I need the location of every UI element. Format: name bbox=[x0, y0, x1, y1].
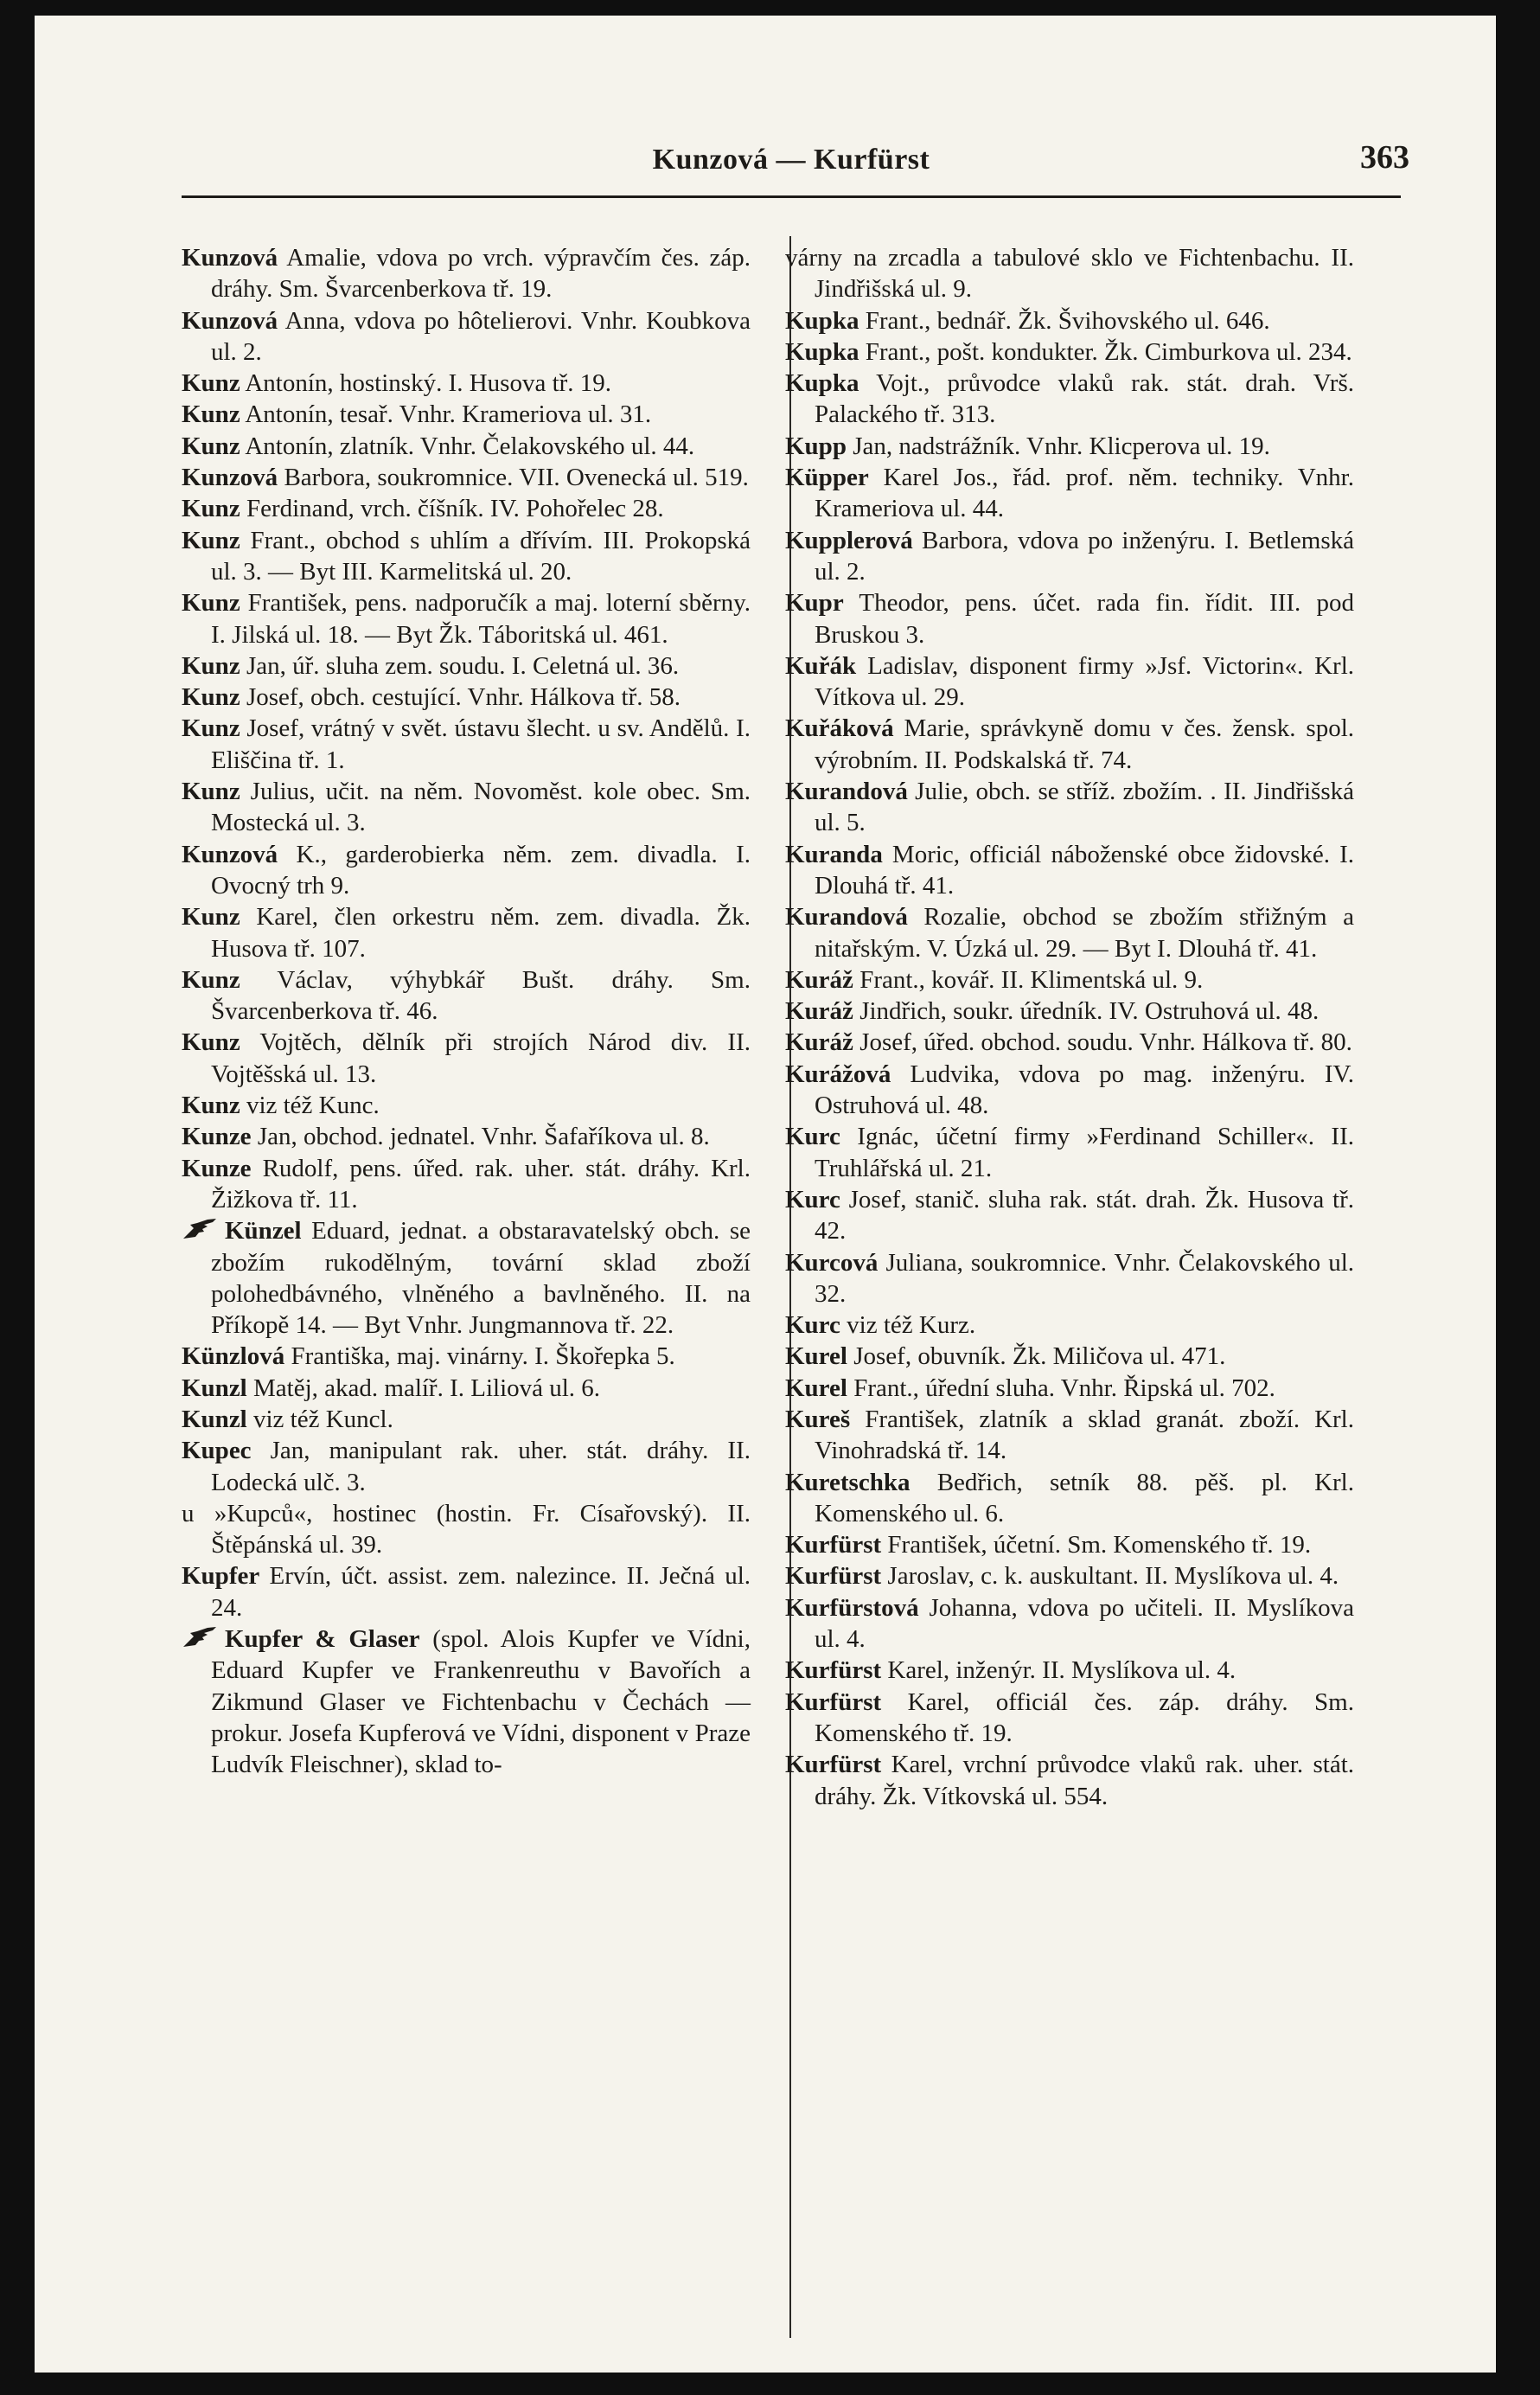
entry-details: Jaroslav, c. k. auskultant. II. Myslíkova ul. 4. bbox=[881, 1562, 1339, 1591]
entry-details: Julie, obch. se stříž. zbožím. . II. Jindřišská ul. 5. bbox=[815, 778, 1354, 837]
entry-details: Josef, vrátný v svět. ústavu šlecht. u sv. Andělů. I. Eliščina tř. 1. bbox=[211, 714, 751, 774]
entry-details: Rozalie, obchod se zbožím střižným a nitařským. V. Úzká ul. 29. — Byt I. Dlouhá tř. 41. bbox=[815, 903, 1354, 963]
directory-entry bbox=[785, 1687, 1354, 1750]
entry-details: Václav, výhybkář Bušt. dráhy. Sm. Švarcenberkova tř. 46. bbox=[211, 965, 751, 1026]
entry-details: Jindřich, soukr. úředník. IV. Ostruhová ul. 48. bbox=[853, 997, 1320, 1026]
entry-details: Amalie, vdova po vrch. výpravčím čes. záp. dráhy. Sm. Švarcenberkova tř. 19. bbox=[211, 244, 751, 304]
entry-name: Kurfürst bbox=[785, 1656, 882, 1685]
entry-name: Kurc bbox=[785, 1123, 840, 1151]
entry-details: Moric, officiál náboženské obce židovské. I. Dlouhá tř. 41. bbox=[815, 840, 1354, 900]
entry-name: Kunze bbox=[182, 1123, 252, 1151]
entry-name: Kupfer bbox=[182, 1562, 260, 1591]
entry-name: Kupr bbox=[785, 589, 844, 618]
entry-details: viz též Kuncl. bbox=[246, 1405, 393, 1433]
directory-entry bbox=[785, 996, 1354, 1027]
directory-entry bbox=[182, 1435, 751, 1498]
entry-name: Kurc bbox=[785, 1185, 840, 1214]
entry-name: Küpper bbox=[785, 464, 869, 492]
entry-details: Bedřich, setník 88. pěš. pl. Krl. Komenského ul. 6. bbox=[815, 1468, 1354, 1527]
entry-name: Kunz bbox=[182, 683, 240, 712]
entry-name: Kunz bbox=[182, 714, 240, 743]
directory-entry bbox=[182, 1121, 751, 1152]
directory-entry bbox=[182, 525, 751, 588]
entry-name: Kurandová bbox=[785, 903, 908, 932]
entry-details: Frant., obchod s uhlím a dřívím. III. Prokopská ul. 3. — Byt III. Karmelitská ul. 20. bbox=[211, 526, 751, 586]
entry-name: Kurfürst bbox=[785, 1562, 882, 1591]
directory-entry bbox=[182, 587, 751, 650]
directory-entry bbox=[785, 1310, 1354, 1341]
entry-details: Ludvika, vdova po mag. inženýru. IV. Ostruhová ul. 48. bbox=[815, 1060, 1354, 1120]
entry-details: viz též Kurz. bbox=[840, 1311, 976, 1340]
entry-name: Kupp bbox=[785, 432, 847, 460]
entry-details: Josef, obuvník. Žk. Miličova ul. 471. bbox=[847, 1342, 1226, 1371]
directory-entry bbox=[785, 650, 1354, 714]
directory-entry bbox=[785, 1749, 1354, 1812]
directory-entry bbox=[785, 1529, 1354, 1560]
entry-details: Frant., kovář. II. Klimentská ul. 9. bbox=[853, 965, 1204, 994]
entry-details: u »Kupců«, hostinec (hostin. Fr. Císařovský). II. Štěpánská ul. 39. bbox=[182, 1499, 751, 1559]
directory-entry bbox=[785, 431, 1354, 462]
entry-details: František, pens. nadporučík a maj. loterní sběrny. I. Jilská ul. 18. — Byt Žk. Táboritská ul. 461. bbox=[211, 589, 751, 649]
entry-details: Frant., bednář. Žk. Švihovského ul. 646. bbox=[859, 306, 1270, 335]
directory-entry bbox=[785, 336, 1354, 368]
directory-entry bbox=[785, 839, 1354, 902]
entry-name: Kunz bbox=[182, 903, 240, 932]
entry-name: Kuráž bbox=[785, 997, 853, 1026]
entry-details: Juliana, soukromnice. Vnhr. Čelakovského ul. 32. bbox=[815, 1248, 1354, 1308]
entry-name: Kuráž bbox=[785, 965, 853, 994]
entry-details: František, zlatník a sklad granát. zboží. Krl. Vinohradská tř. 14. bbox=[815, 1405, 1354, 1465]
directory-entry bbox=[182, 305, 751, 368]
directory-entry bbox=[182, 839, 751, 902]
entry-details: Julius, učit. na něm. Novoměst. kole obec. Sm. Mostecká ul. 3. bbox=[211, 778, 751, 837]
directory-entry bbox=[785, 1184, 1354, 1247]
entry-name: Kupka bbox=[785, 337, 859, 366]
entry-details: Karel Jos., řád. prof. něm. techniky. Vnhr. Krameriova ul. 44. bbox=[815, 464, 1354, 523]
entry-details: Ervín, účt. assist. zem. nalezince. II. Ječná ul. 24. bbox=[211, 1562, 751, 1622]
directory-entry bbox=[182, 1027, 751, 1090]
entry-name: Kupplerová bbox=[785, 526, 913, 554]
entry-name: Kurel bbox=[785, 1342, 847, 1371]
directory-entry bbox=[182, 368, 751, 399]
directory-entry bbox=[182, 1153, 751, 1216]
directory-entry bbox=[182, 776, 751, 839]
directory-entry bbox=[785, 1247, 1354, 1310]
entry-details: Ferdinand, vrch. číšník. IV. Pohořelec 28. bbox=[240, 495, 664, 523]
page-number: 363 bbox=[1360, 139, 1409, 176]
entry-name: Kunz bbox=[182, 400, 240, 429]
directory-entry bbox=[182, 1090, 751, 1121]
entry-name: Kuráž bbox=[785, 1028, 853, 1057]
entry-details: Anna, vdova po hôtelierovi. Vnhr. Koubkova ul. 2. bbox=[211, 306, 751, 366]
directory-entry bbox=[182, 901, 751, 964]
entry-name: Kurážová bbox=[785, 1060, 891, 1088]
entry-name: Kupka bbox=[785, 369, 859, 398]
entry-name: Kurel bbox=[785, 1374, 847, 1402]
entry-name: Kunzová bbox=[182, 840, 278, 868]
entry-name: Kunz bbox=[182, 965, 240, 994]
entry-name: Kunz bbox=[182, 495, 240, 523]
entry-details: Vojt., průvodce vlaků rak. stát. drah. Vrš. Palackého tř. 313. bbox=[815, 369, 1354, 429]
entry-details: Vojtěch, dělník při strojích Národ div. II. Vojtěšská ul. 13. bbox=[211, 1028, 751, 1088]
entry-name: Kupec bbox=[182, 1437, 252, 1465]
entry-details: Matěj, akad. malíř. I. Liliová ul. 6. bbox=[246, 1374, 601, 1402]
directory-entry bbox=[182, 462, 751, 493]
entry-details: Jan, nadstrážník. Vnhr. Klicperova ul. 19. bbox=[846, 432, 1270, 460]
pointing-hand-icon bbox=[182, 1624, 220, 1650]
directory-entry bbox=[785, 713, 1354, 776]
entry-name: Kunz bbox=[182, 526, 240, 554]
directory-entry bbox=[785, 1121, 1354, 1184]
entry-name: Kurfürst bbox=[785, 1687, 882, 1716]
entry-name: Kurfürst bbox=[785, 1531, 882, 1559]
directory-entry bbox=[785, 901, 1354, 964]
directory-entry bbox=[182, 1341, 751, 1372]
entry-details: (spol. Alois Kupfer ve Vídni, Eduard Kupfer ve Frankenreuthu v Bavořích a Zikmund Glaser ve Fichtenbachu v Čechách — prokur. Josefa Kupferová ve Vídni, disponent v Praze Ludvík Fleischner), sklad to- bbox=[211, 1625, 751, 1779]
directory-entry bbox=[785, 1467, 1354, 1530]
entry-name: Kuranda bbox=[785, 840, 883, 868]
entry-name: Kunze bbox=[182, 1154, 252, 1182]
directory-entry bbox=[182, 493, 751, 524]
entry-details: Jan, obchod. jednatel. Vnhr. Šafaříkova ul. 8. bbox=[251, 1123, 710, 1151]
entry-details: Josef, obch. cestující. Vnhr. Hálkova tř. 58. bbox=[240, 683, 681, 712]
directory-entry bbox=[785, 587, 1354, 650]
entry-name: Kunzová bbox=[182, 244, 278, 272]
directory-entry bbox=[785, 1655, 1354, 1686]
directory-entry bbox=[785, 1592, 1354, 1655]
directory-entry bbox=[785, 1341, 1354, 1372]
directory-entry bbox=[182, 1373, 751, 1404]
entry-name: Kuřák bbox=[785, 651, 857, 680]
entry-name: Kunzová bbox=[182, 464, 278, 492]
directory-entry bbox=[182, 399, 751, 430]
entry-name: Kurfürst bbox=[785, 1751, 882, 1779]
entry-details: Antonín, hostinský. I. Husova tř. 19. bbox=[240, 369, 612, 398]
entry-details: várny na zrcadla a tabulové sklo ve Fichtenbachu. II. Jindřišská ul. 9. bbox=[785, 244, 1354, 304]
directory-entry bbox=[182, 964, 751, 1028]
entry-details: František, účetní. Sm. Komenského tř. 19. bbox=[881, 1531, 1312, 1559]
entry-name: Kureš bbox=[785, 1405, 851, 1433]
entry-details: Františka, maj. vinárny. I. Škořepka 5. bbox=[284, 1342, 675, 1371]
entry-details: Theodor, pens. účet. rada fin. řídit. III. pod Bruskou 3. bbox=[815, 589, 1354, 649]
directory-entry bbox=[785, 1404, 1354, 1467]
entry-details: Rudolf, pens. úřed. rak. uher. stát. dráhy. Krl. Žižkova tř. 11. bbox=[211, 1154, 751, 1214]
entry-details: Marie, správkyně domu v čes. žensk. spol. výrobním. II. Podskalská tř. 74. bbox=[815, 714, 1354, 774]
page-header bbox=[182, 128, 1409, 189]
directory-entry bbox=[182, 650, 751, 682]
directory-entry bbox=[785, 776, 1354, 839]
directory-entry bbox=[182, 1623, 751, 1780]
entry-details: Barbora, vdova po inženýru. I. Betlemská ul. 2. bbox=[815, 526, 1354, 586]
directory-entry bbox=[182, 1560, 751, 1623]
entry-details: Barbora, soukromnice. VII. Ovenecká ul. 519. bbox=[278, 464, 749, 492]
entry-name: Kunzová bbox=[182, 306, 278, 335]
header-rule bbox=[182, 195, 1401, 198]
entry-details: Antonín, zlatník. Vnhr. Čelakovského ul. 44. bbox=[240, 432, 695, 460]
directory-entry bbox=[182, 1404, 751, 1435]
entry-details: Johanna, vdova po učiteli. II. Myslíkova ul. 4. bbox=[815, 1593, 1354, 1654]
entry-details: Karel, inženýr. II. Myslíkova ul. 4. bbox=[881, 1656, 1236, 1685]
entry-name: Kurfürstová bbox=[785, 1593, 919, 1622]
directory-entry bbox=[785, 1027, 1354, 1058]
entry-name: Kuřáková bbox=[785, 714, 894, 743]
directory-entry bbox=[182, 1215, 751, 1341]
entry-details: Jan, úř. sluha zem. soudu. I. Celetná ul. 36. bbox=[240, 651, 680, 680]
entry-name: Künzel bbox=[225, 1217, 302, 1246]
directory-page bbox=[35, 16, 1496, 2373]
entry-name: Kunz bbox=[182, 651, 240, 680]
entry-name: Kurc bbox=[785, 1311, 840, 1340]
entry-details: Frant., pošt. kondukter. Žk. Cimburkova ul. 234. bbox=[859, 337, 1352, 366]
pointing-hand-icon bbox=[182, 1216, 220, 1242]
directory-entry bbox=[785, 1059, 1354, 1122]
directory-entry bbox=[182, 713, 751, 776]
directory-entry bbox=[182, 682, 751, 713]
entry-details: Jan, manipulant rak. uher. stát. dráhy. II. Lodecká ulč. 3. bbox=[211, 1437, 751, 1496]
entry-details: Josef, úřed. obchod. soudu. Vnhr. Hálkova tř. 80. bbox=[853, 1028, 1352, 1057]
entry-details: Josef, stanič. sluha rak. stát. drah. Žk. Husova tř. 42. bbox=[815, 1185, 1354, 1246]
directory-entry bbox=[785, 242, 1354, 305]
directory-entry bbox=[785, 462, 1354, 525]
entry-details: Karel, officiál čes. záp. dráhy. Sm. Komenského tř. 19. bbox=[815, 1687, 1354, 1747]
entry-details: viz též Kunc. bbox=[240, 1092, 380, 1120]
entry-details: Ignác, účetní firmy »Ferdinand Schiller«. II. Truhlářská ul. 21. bbox=[815, 1123, 1354, 1182]
directory-entry bbox=[785, 964, 1354, 996]
entry-name: Kurandová bbox=[785, 778, 908, 806]
entry-details: K., garderobierka něm. zem. divadla. I. Ovocný trh 9. bbox=[211, 840, 751, 900]
directory-entry bbox=[785, 368, 1354, 431]
directory-entry bbox=[182, 1498, 751, 1561]
entry-details: Karel, vrchní průvodce vlaků rak. uher. stát. dráhy. Žk. Vítkovská ul. 554. bbox=[815, 1751, 1354, 1810]
entry-name: Kunz bbox=[182, 589, 240, 618]
running-title: Kunzová — Kurfürst bbox=[652, 144, 930, 176]
directory-entry bbox=[785, 305, 1354, 336]
entry-name: Kupfer & Glaser bbox=[225, 1625, 420, 1654]
entry-name: Kunz bbox=[182, 778, 240, 806]
entry-name: Kunzl bbox=[182, 1374, 247, 1402]
entry-details: Ladislav, disponent firmy »Jsf. Victorin«. Krl. Vítkova ul. 29. bbox=[815, 651, 1354, 712]
entry-name: Kunz bbox=[182, 1092, 240, 1120]
entry-details: Eduard, jednat. a obstaravatelský obch. se zbožím rukodělným, tovární sklad zboží polohedbávného, vlněného a bavlněného. II. na Příkopě 14. — Byt Vnhr. Jungmannova tř. 22. bbox=[211, 1217, 751, 1340]
entry-details: Frant., úřední sluha. Vnhr. Řipská ul. 702. bbox=[847, 1374, 1275, 1402]
directory-entry bbox=[785, 1373, 1354, 1404]
right-column bbox=[785, 242, 1354, 1812]
directory-entry bbox=[785, 525, 1354, 588]
entry-name: Kurcová bbox=[785, 1248, 879, 1277]
directory-entry bbox=[785, 1560, 1354, 1591]
directory-entry bbox=[182, 431, 751, 462]
left-column bbox=[182, 242, 751, 1781]
entry-name: Kunz bbox=[182, 1028, 240, 1057]
entry-name: Kunz bbox=[182, 432, 240, 460]
entry-name: Kuretschka bbox=[785, 1468, 911, 1496]
entry-name: Kupka bbox=[785, 306, 859, 335]
entry-name: Künzlová bbox=[182, 1342, 285, 1371]
entry-name: Kunz bbox=[182, 369, 240, 398]
directory-entry bbox=[182, 242, 751, 305]
entry-details: Karel, člen orkestru něm. zem. divadla. Žk. Husova tř. 107. bbox=[211, 903, 751, 963]
entry-name: Kunzl bbox=[182, 1405, 247, 1433]
entry-details: Antonín, tesař. Vnhr. Krameriova ul. 31. bbox=[240, 400, 652, 429]
